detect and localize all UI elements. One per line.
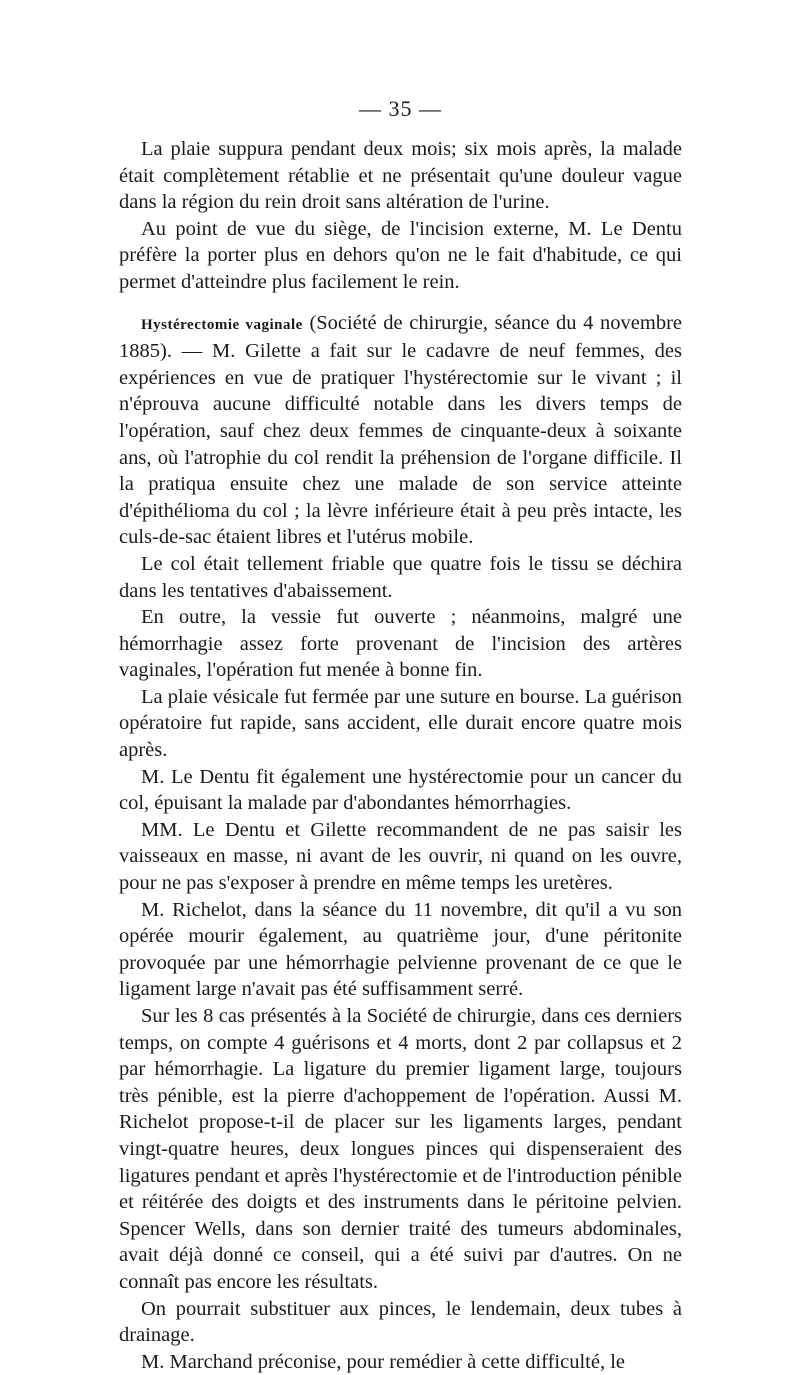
paragraph-1: La plaie suppura pendant deux mois; six mois après, la malade était complètement rétablie et ne présentait qu'une douleur vague dans la région du rein droit sans altération de l'urine. xyxy=(119,138,682,214)
paragraph-section-5: MM. Le Dentu et Gilette recommandent de ne pas saisir les vaisseaux en masse, ni avant de les ouvrir, ni quand on les ouvre, pour ne pas s'exposer à prendre en même temps les uretères. xyxy=(119,818,682,895)
section-heading: Hystérectomie vaginale xyxy=(141,316,303,333)
paragraph-section-8: On pourrait substituer aux pinces, le lendemain, deux tubes à drainage. xyxy=(119,1297,682,1347)
paragraph-section-6: M. Richelot, dans la séance du 11 novembre, dit qu'il a vu son opérée mourir également, au quatrième jour, d'une péritonite provoquée par une hémorrhagie pelvienne provenant de ce que le ligament large n'avait pas été suffisamment serré. xyxy=(119,898,682,1001)
page-number: — 35 — xyxy=(359,96,442,121)
section-first-text: (Société de chirurgie, séance du 4 novembre 1885). — M. Gilette a fait sur le cadavre de neuf femmes, des expériences en vue de pratiquer l'hystérectomie sur le vivant ; il n'éprouva aucune difficulté notable dans les divers temps de l'opération, sauf chez deux femmes de cinquante-deux à soixante ans, où l'atrophie du col rendit la préhension de l'organe difficile. Il la pratiqua ensuite chez une malade de son service atteinte d'épithélioma du col ; la lèvre inférieure était à peu près intacte, les culs-de-sac étaient libres et l'utérus mobile. xyxy=(119,311,682,549)
section-first-paragraph xyxy=(119,310,682,551)
section-gap xyxy=(119,296,682,310)
paragraph-section-1: Le col était tellement friable que quatre fois le tissu se déchira dans les tentatives d'abaissement. xyxy=(119,552,682,602)
paragraph-section-2: En outre, la vessie fut ouverte ; néanmoins, malgré une hémorrhagie assez forte provenant de l'incision des artères vaginales, l'opération fut menée à bonne fin. xyxy=(119,606,682,682)
paragraph-section-4: M. Le Dentu fit également une hystérectomie pour un cancer du col, épuisant la malade par d'abondantes hémorrhagies. xyxy=(119,765,682,815)
paragraph-section-7: Sur les 8 cas présentés à la Société de chirurgie, dans ces derniers temps, on compte 4 guérisons et 4 morts, dont 2 par collapsus et 2 par hémorrhagie. La ligature du premier ligament large, toujours très pénible, est la pierre d'achoppement de l'opération. Aussi M. Richelot propose-t-il de placer sur les ligaments larges, pendant vingt-quatre heures, deux longues pinces qui dispenseraient des ligatures pendant et après l'hystérectomie et de l'introduction pénible et réitérée des doigts et des instruments dans le péritoine pelvien. Spencer Wells, dans son dernier traité des tumeurs abdominales, avait déjà donné ce conseil, qui a été suivi par d'autres. On ne connaît pas encore les résultats. xyxy=(119,1005,682,1293)
paragraph-section-9: M. Marchand préconise, pour remédier à cette difficulté, le xyxy=(141,1350,626,1373)
paragraph-section-3: La plaie vésicale fut fermée par une suture en bourse. La guérison opératoire fut rapide, sans accident, elle durait encore quatre mois après. xyxy=(119,685,682,762)
paragraph-2: Au point de vue du siège, de l'incision externe, M. Le Dentu préfère la porter plus en dehors qu'on ne le fait d'habitude, ce qui permet d'atteindre plus facilement le rein. xyxy=(119,217,682,293)
